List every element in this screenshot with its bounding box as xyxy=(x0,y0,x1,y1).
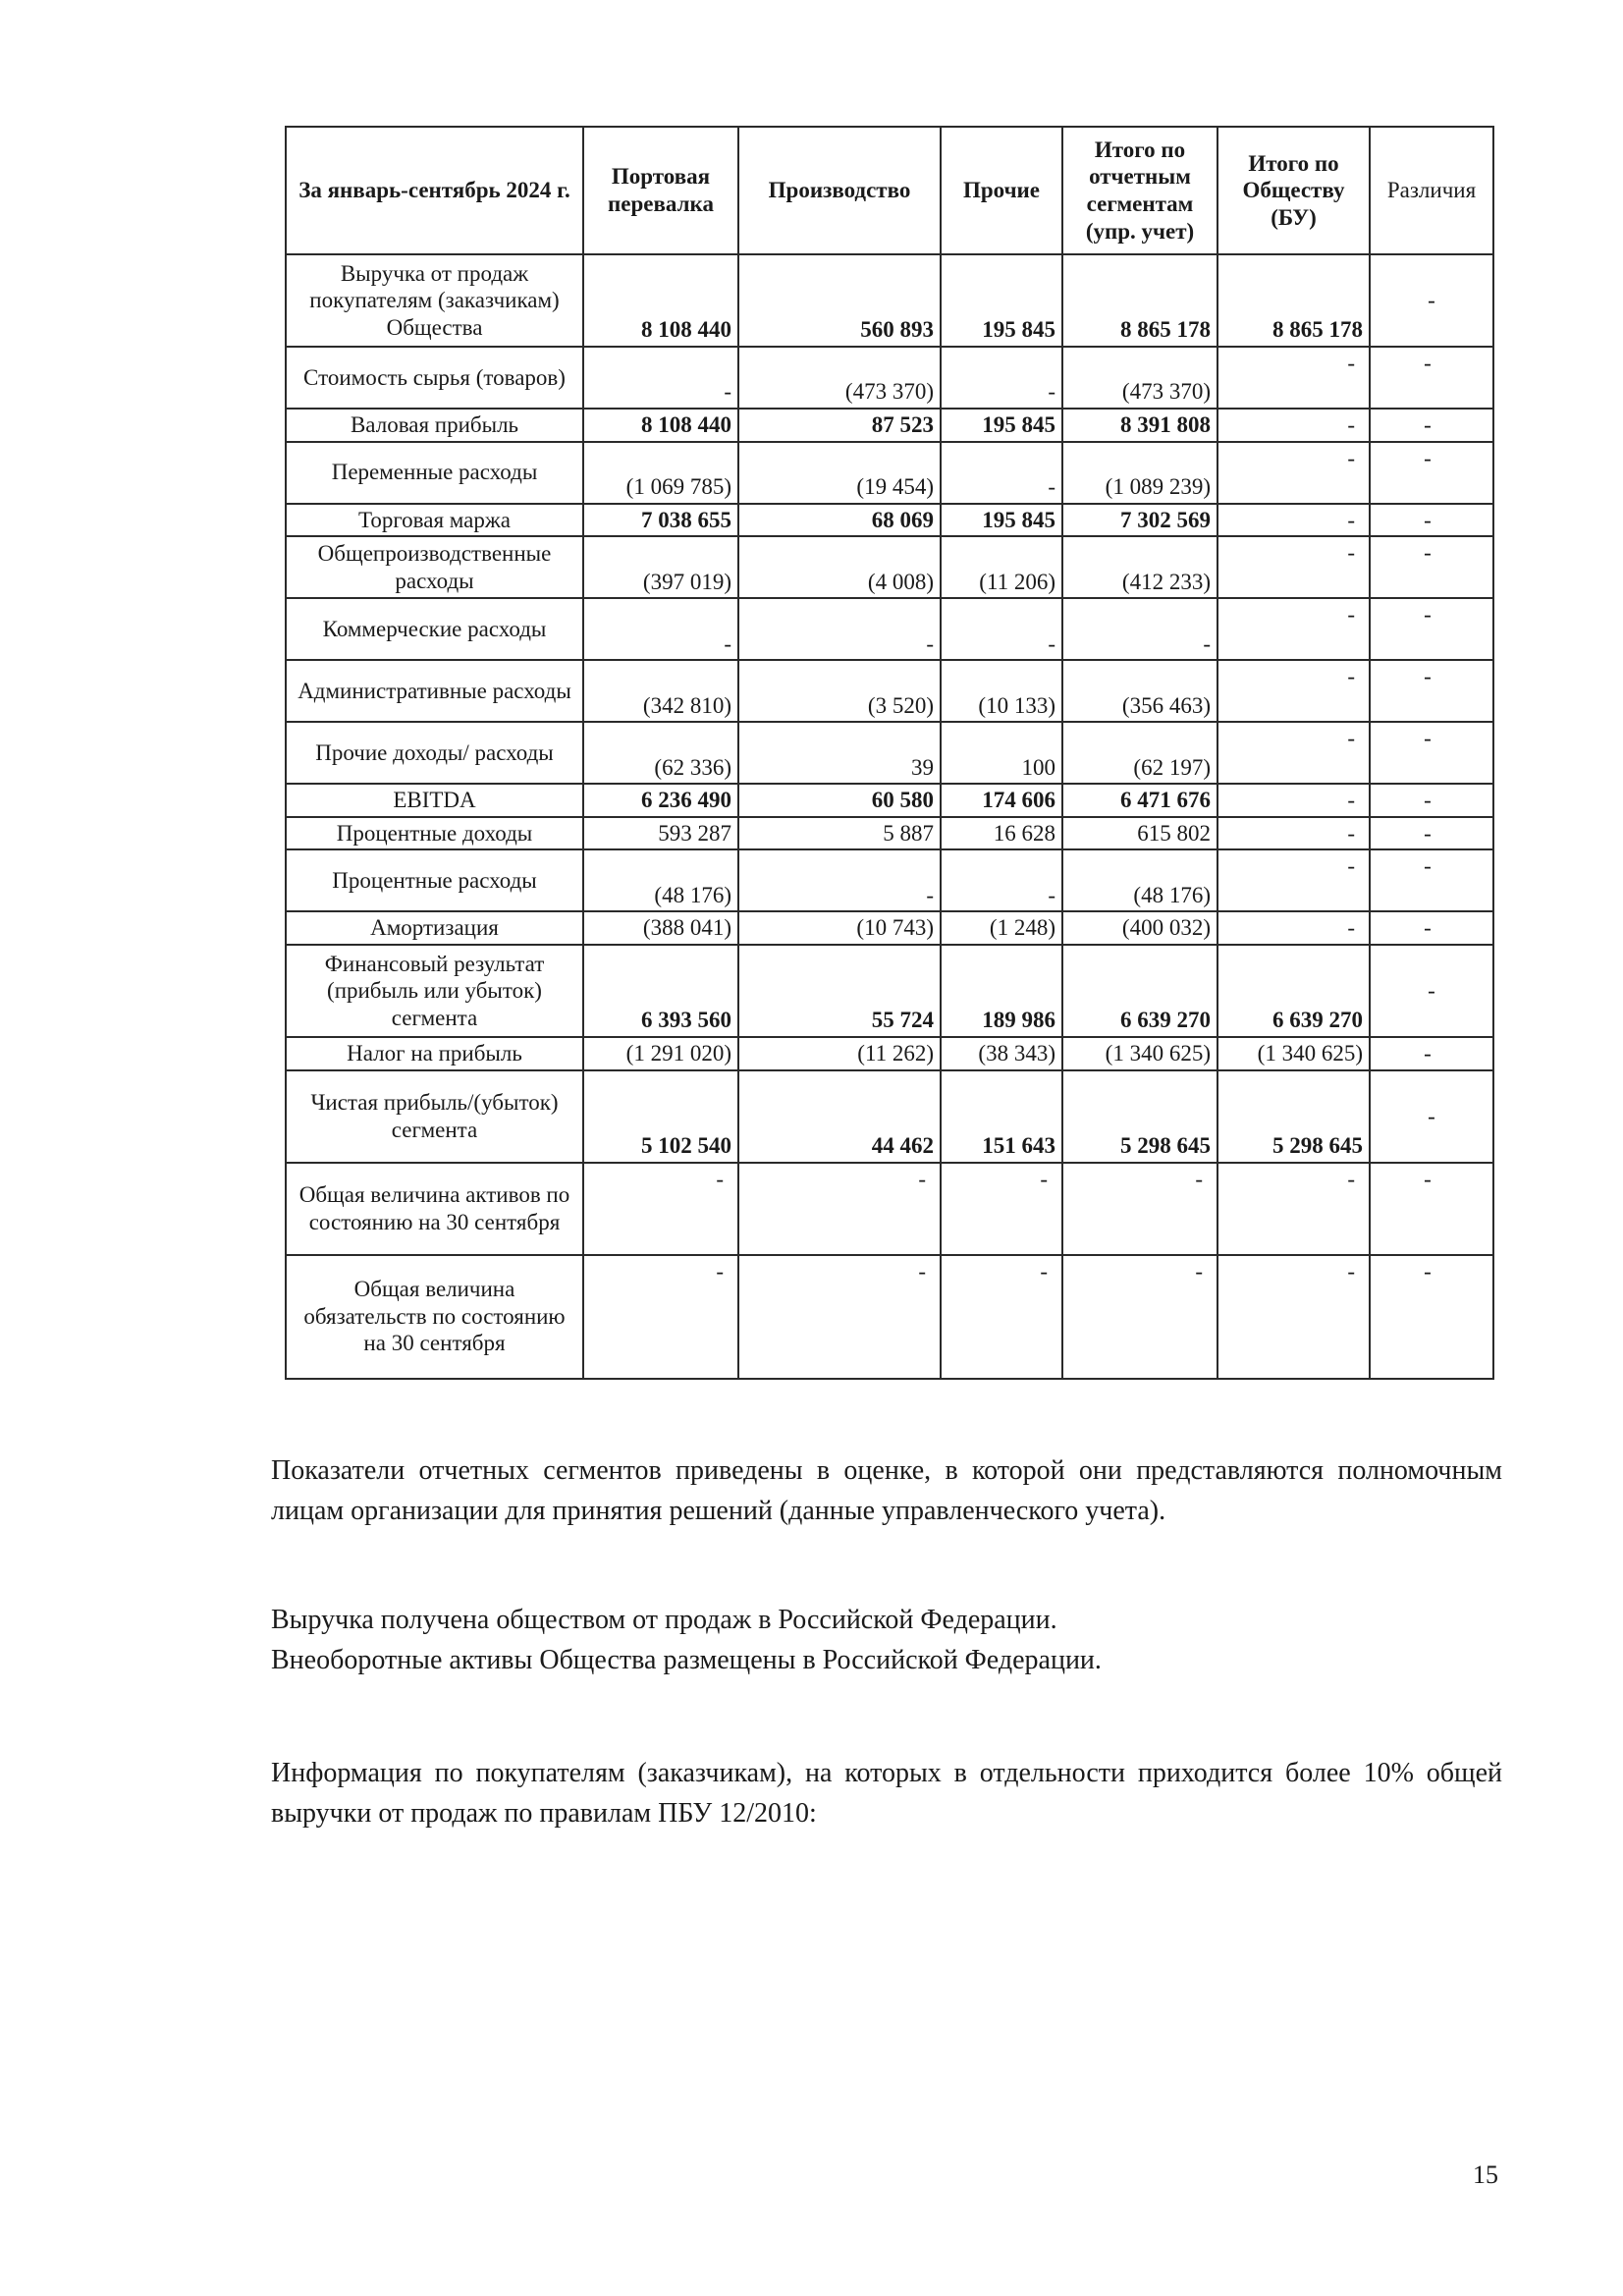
cell-port: (62 336) xyxy=(583,722,738,784)
cell-diff: - xyxy=(1370,911,1493,945)
cell-other: 151 643 xyxy=(941,1070,1062,1163)
cell-other: - xyxy=(941,849,1062,911)
cell-diff: - xyxy=(1370,598,1493,660)
cell-other: - xyxy=(941,1255,1062,1379)
row-label: Налог на прибыль xyxy=(286,1037,583,1070)
cell-prod: - xyxy=(738,598,941,660)
row-label: Общая величина обязательств по состоянию на 30 сентября xyxy=(286,1255,583,1379)
row-label: Финансовый результат (прибыль или убыток) сегмента xyxy=(286,945,583,1037)
cell-bu: (1 340 625) xyxy=(1217,1037,1370,1070)
cell-diff: - xyxy=(1370,722,1493,784)
row-label: Административные расходы xyxy=(286,660,583,722)
row-label: Торговая маржа xyxy=(286,504,583,537)
cell-port: 7 038 655 xyxy=(583,504,738,537)
cell-prod: 60 580 xyxy=(738,784,941,817)
cell-other: - xyxy=(941,1163,1062,1255)
cell-bu: - xyxy=(1217,409,1370,442)
cell-seg: 8 865 178 xyxy=(1062,254,1217,347)
table-row xyxy=(286,442,1493,504)
cell-diff: - xyxy=(1370,945,1493,1037)
header-port: Портовая перевалка xyxy=(583,127,738,254)
paragraph-major-customers: Информация по покупателям (заказчикам), на которых в отдельности приходится более 10% общей выручки от продаж по правилам ПБУ 12/2010: xyxy=(271,1758,1502,1829)
cell-other: (1 248) xyxy=(941,911,1062,945)
cell-diff: - xyxy=(1370,784,1493,817)
row-label: Процентные доходы xyxy=(286,817,583,850)
table-row xyxy=(286,409,1493,442)
cell-port: 6 393 560 xyxy=(583,945,738,1037)
cell-bu: - xyxy=(1217,1163,1370,1255)
cell-diff: - xyxy=(1370,660,1493,722)
row-label: Амортизация xyxy=(286,911,583,945)
cell-prod: 560 893 xyxy=(738,254,941,347)
cell-diff: - xyxy=(1370,1163,1493,1255)
cell-other: 100 xyxy=(941,722,1062,784)
cell-port: - xyxy=(583,1163,738,1255)
cell-seg: - xyxy=(1062,1255,1217,1379)
cell-port: - xyxy=(583,347,738,409)
cell-diff: - xyxy=(1370,849,1493,911)
cell-bu: 6 639 270 xyxy=(1217,945,1370,1037)
cell-seg: (48 176) xyxy=(1062,849,1217,911)
cell-prod: (4 008) xyxy=(738,536,941,598)
cell-other: 174 606 xyxy=(941,784,1062,817)
cell-seg: (1 089 239) xyxy=(1062,442,1217,504)
cell-seg: 6 471 676 xyxy=(1062,784,1217,817)
cell-seg: (356 463) xyxy=(1062,660,1217,722)
cell-prod: (11 262) xyxy=(738,1037,941,1070)
paragraph-geography xyxy=(271,1601,1502,1680)
cell-other: - xyxy=(941,442,1062,504)
cell-diff: - xyxy=(1370,347,1493,409)
cell-port: (397 019) xyxy=(583,536,738,598)
cell-bu: - xyxy=(1217,442,1370,504)
cell-other: 195 845 xyxy=(941,409,1062,442)
cell-port: 8 108 440 xyxy=(583,409,738,442)
table-row xyxy=(286,849,1493,911)
table-row xyxy=(286,1037,1493,1070)
table-row xyxy=(286,817,1493,850)
row-label: Выручка от продаж покупателям (заказчикам) Общества xyxy=(286,254,583,347)
cell-prod: - xyxy=(738,849,941,911)
cell-diff: - xyxy=(1370,536,1493,598)
cell-seg: 5 298 645 xyxy=(1062,1070,1217,1163)
cell-prod: 55 724 xyxy=(738,945,941,1037)
cell-diff: - xyxy=(1370,1070,1493,1163)
cell-bu: 8 865 178 xyxy=(1217,254,1370,347)
cell-prod: 44 462 xyxy=(738,1070,941,1163)
cell-bu: - xyxy=(1217,849,1370,911)
cell-bu: - xyxy=(1217,784,1370,817)
table-header-row xyxy=(286,127,1493,254)
row-label: Процентные расходы xyxy=(286,849,583,911)
cell-seg: - xyxy=(1062,1163,1217,1255)
table-row xyxy=(286,1255,1493,1379)
cell-port: 8 108 440 xyxy=(583,254,738,347)
cell-seg: - xyxy=(1062,598,1217,660)
header-difference: Различия xyxy=(1370,127,1493,254)
row-label: Общая величина активов по состоянию на 30 сентября xyxy=(286,1163,583,1255)
header-production: Производство xyxy=(738,127,941,254)
header-other: Прочие xyxy=(941,127,1062,254)
page-number: 15 xyxy=(1473,2160,1498,2189)
cell-diff: - xyxy=(1370,817,1493,850)
table-row xyxy=(286,536,1493,598)
cell-other: (11 206) xyxy=(941,536,1062,598)
cell-bu: - xyxy=(1217,722,1370,784)
cell-port: (48 176) xyxy=(583,849,738,911)
row-label: Коммерческие расходы xyxy=(286,598,583,660)
cell-other: 195 845 xyxy=(941,504,1062,537)
cell-port: 6 236 490 xyxy=(583,784,738,817)
cell-seg: (400 032) xyxy=(1062,911,1217,945)
row-label: Валовая прибыль xyxy=(286,409,583,442)
cell-diff: - xyxy=(1370,504,1493,537)
table-row xyxy=(286,722,1493,784)
cell-bu: - xyxy=(1217,660,1370,722)
cell-port: (342 810) xyxy=(583,660,738,722)
cell-seg: 615 802 xyxy=(1062,817,1217,850)
cell-bu: - xyxy=(1217,911,1370,945)
cell-prod: - xyxy=(738,1255,941,1379)
cell-port: (388 041) xyxy=(583,911,738,945)
geography-assets: Внеоборотные активы Общества размещены в Российской Федерации. xyxy=(271,1644,1102,1675)
segment-table xyxy=(285,126,1494,1380)
geography-revenue: Выручка получена обществом от продаж в Российской Федерации. xyxy=(271,1605,1057,1635)
row-label: Прочие доходы/ расходы xyxy=(286,722,583,784)
cell-seg: 6 639 270 xyxy=(1062,945,1217,1037)
cell-diff: - xyxy=(1370,1255,1493,1379)
cell-port: (1 291 020) xyxy=(583,1037,738,1070)
cell-seg: (1 340 625) xyxy=(1062,1037,1217,1070)
cell-prod: (19 454) xyxy=(738,442,941,504)
cell-prod: (10 743) xyxy=(738,911,941,945)
table-row xyxy=(286,504,1493,537)
cell-bu: - xyxy=(1217,347,1370,409)
cell-port: - xyxy=(583,598,738,660)
cell-bu: 5 298 645 xyxy=(1217,1070,1370,1163)
cell-port: - xyxy=(583,1255,738,1379)
cell-other: 16 628 xyxy=(941,817,1062,850)
cell-diff: - xyxy=(1370,254,1493,347)
table-row xyxy=(286,254,1493,347)
header-total-segments: Итого по отчетным сегментам (упр. учет) xyxy=(1062,127,1217,254)
cell-port: (1 069 785) xyxy=(583,442,738,504)
cell-other: (38 343) xyxy=(941,1037,1062,1070)
table-row xyxy=(286,1070,1493,1163)
table-row xyxy=(286,347,1493,409)
cell-other: 195 845 xyxy=(941,254,1062,347)
cell-other: (10 133) xyxy=(941,660,1062,722)
row-label: Общепроизводственные расходы xyxy=(286,536,583,598)
cell-other: - xyxy=(941,598,1062,660)
cell-seg: 8 391 808 xyxy=(1062,409,1217,442)
cell-prod: (3 520) xyxy=(738,660,941,722)
table-row xyxy=(286,784,1493,817)
cell-bu: - xyxy=(1217,536,1370,598)
cell-bu: - xyxy=(1217,1255,1370,1379)
cell-prod: (473 370) xyxy=(738,347,941,409)
table-row xyxy=(286,660,1493,722)
cell-bu: - xyxy=(1217,504,1370,537)
cell-seg: (62 197) xyxy=(1062,722,1217,784)
cell-seg: (412 233) xyxy=(1062,536,1217,598)
cell-bu: - xyxy=(1217,817,1370,850)
cell-prod: 87 523 xyxy=(738,409,941,442)
row-label: Стоимость сырья (товаров) xyxy=(286,347,583,409)
cell-prod: - xyxy=(738,1163,941,1255)
cell-seg: 7 302 569 xyxy=(1062,504,1217,537)
cell-other: 189 986 xyxy=(941,945,1062,1037)
table-row xyxy=(286,1163,1493,1255)
cell-seg: (473 370) xyxy=(1062,347,1217,409)
cell-diff: - xyxy=(1370,442,1493,504)
cell-bu: - xyxy=(1217,598,1370,660)
paragraph-segment-measure: Показатели отчетных сегментов приведены в оценке, в которой они представляются полномочным лицам организации для принятия решений (данные управленческого учета). xyxy=(271,1455,1502,1526)
row-label: EBITDA xyxy=(286,784,583,817)
header-period: За январь-сентябрь 2024 г. xyxy=(286,127,583,254)
table-row xyxy=(286,911,1493,945)
cell-port: 5 102 540 xyxy=(583,1070,738,1163)
cell-diff: - xyxy=(1370,1037,1493,1070)
cell-prod: 39 xyxy=(738,722,941,784)
header-total-company: Итого по Обществу (БУ) xyxy=(1217,127,1370,254)
cell-port: 593 287 xyxy=(583,817,738,850)
cell-other: - xyxy=(941,347,1062,409)
row-label: Чистая прибыль/(убыток) сегмента xyxy=(286,1070,583,1163)
table-row xyxy=(286,945,1493,1037)
table-row xyxy=(286,598,1493,660)
cell-diff: - xyxy=(1370,409,1493,442)
cell-prod: 68 069 xyxy=(738,504,941,537)
row-label: Переменные расходы xyxy=(286,442,583,504)
cell-prod: 5 887 xyxy=(738,817,941,850)
